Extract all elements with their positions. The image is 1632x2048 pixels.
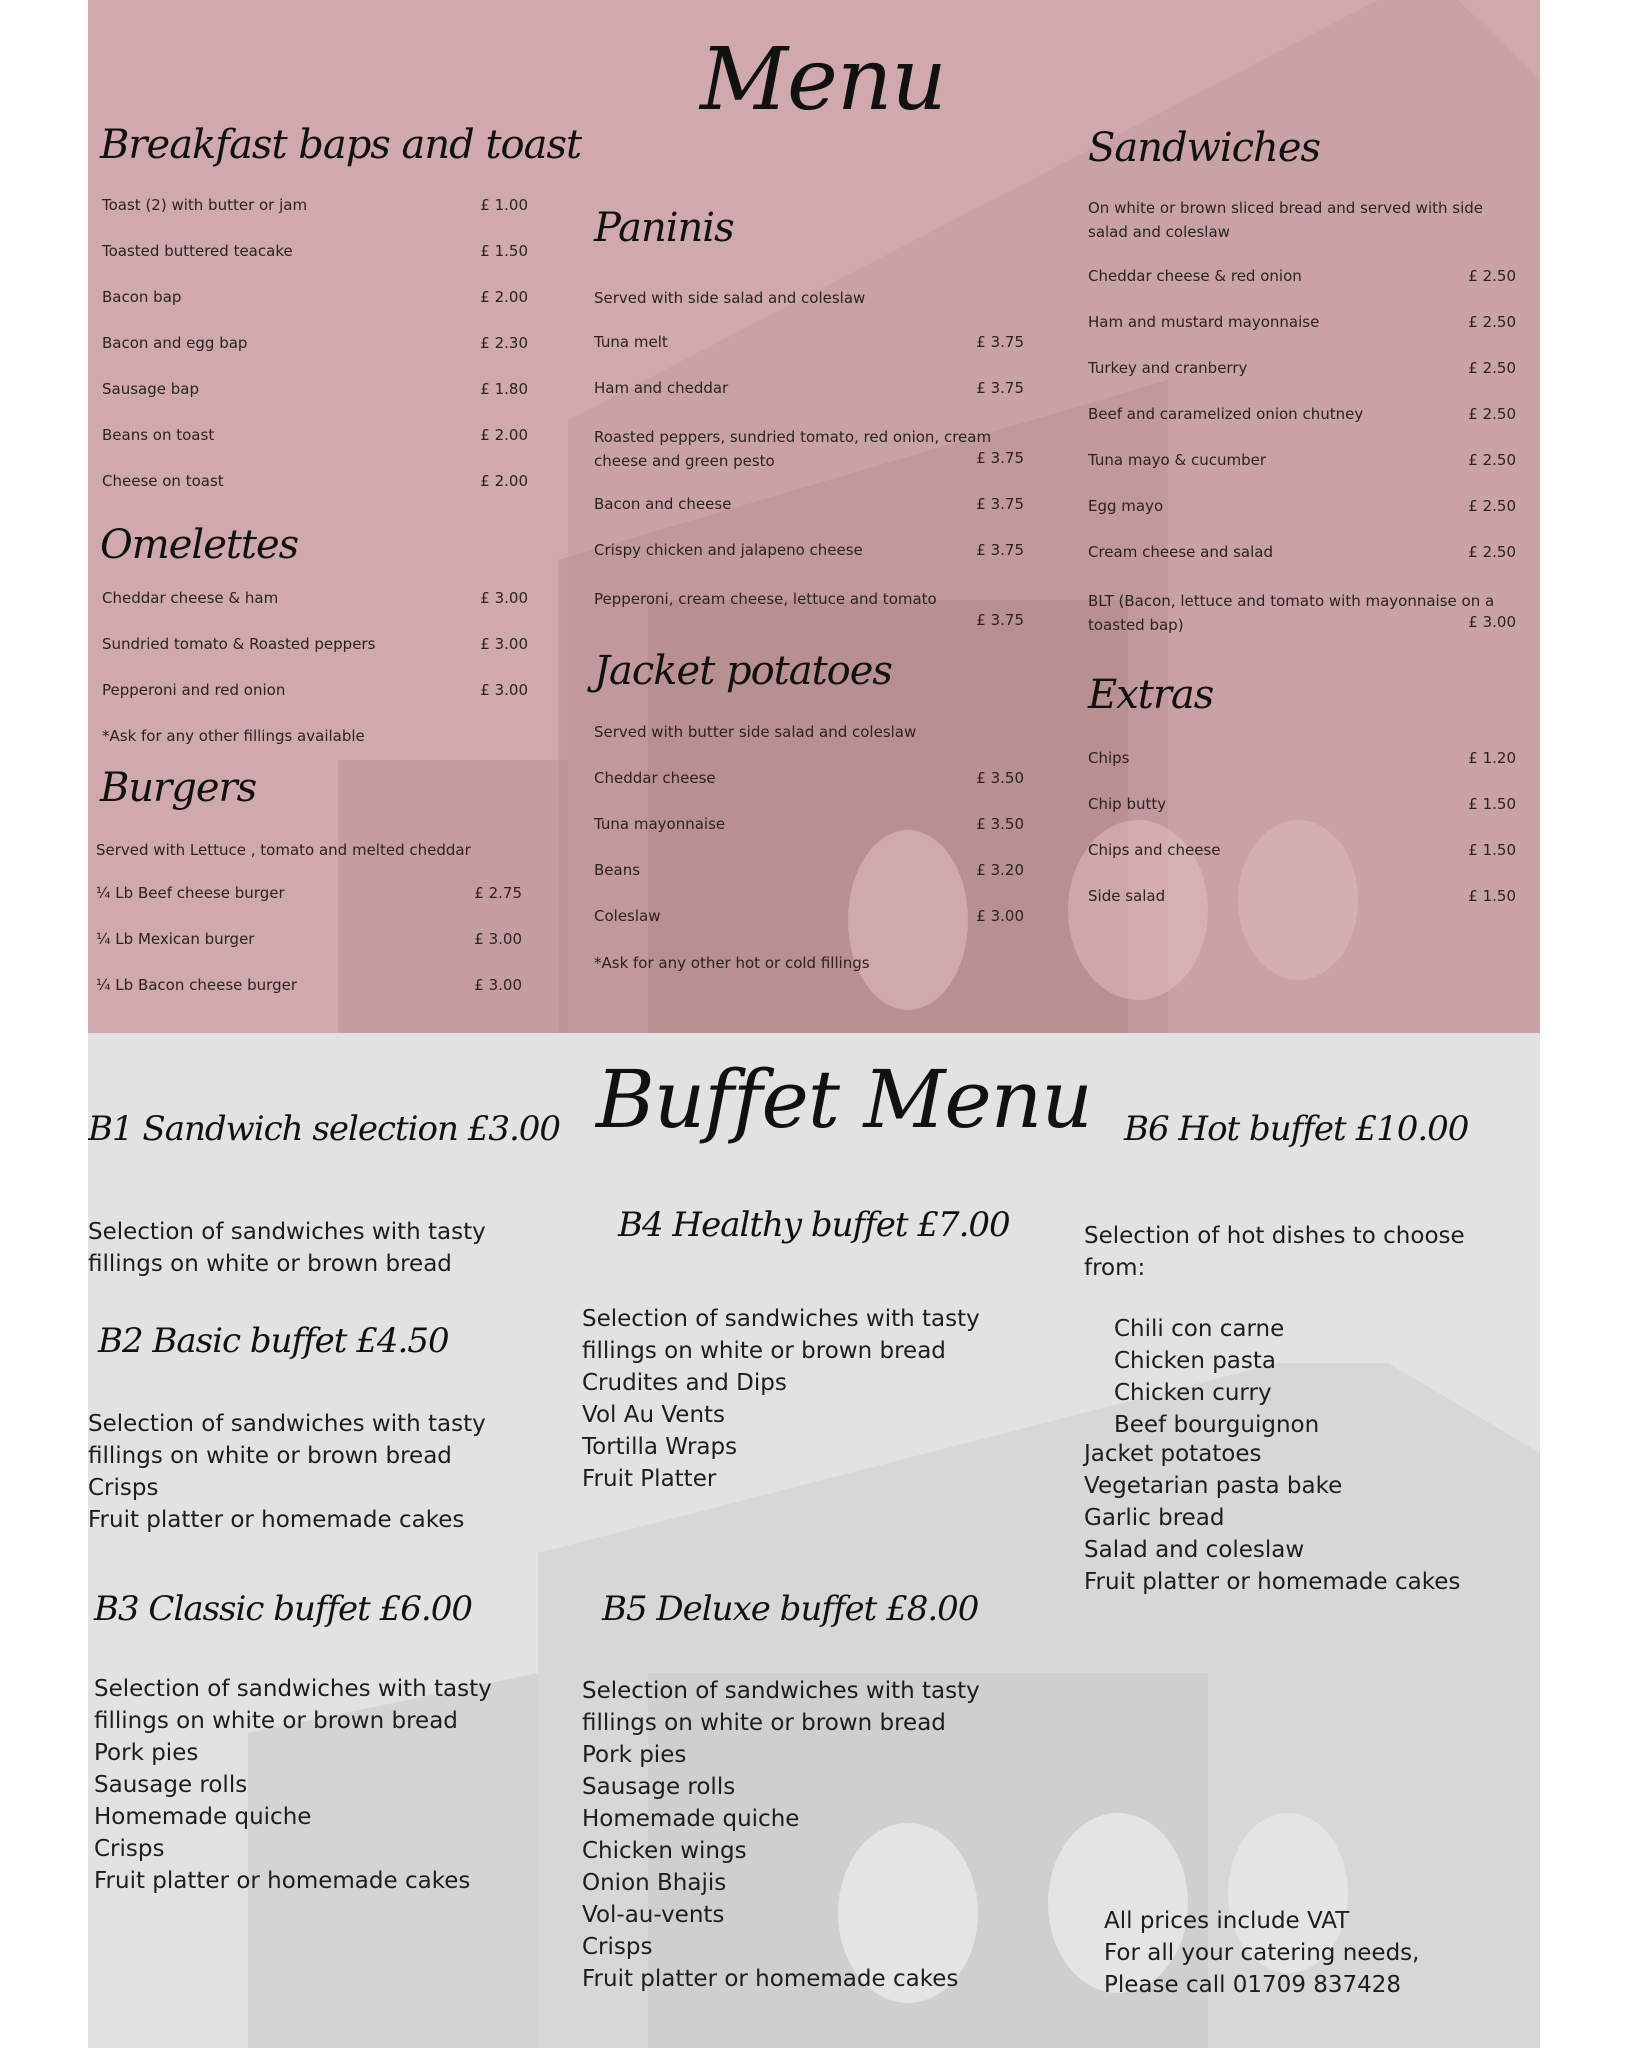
- buffet-line: Vol Au Vents: [582, 1402, 726, 1428]
- menu-item-price: £ 2.00: [480, 472, 528, 490]
- menu-item-name: Bacon bap: [102, 288, 182, 306]
- buffet-line: Chicken wings: [582, 1838, 747, 1864]
- jacket-subtitle: Served with butter side salad and coleslaw: [594, 723, 917, 741]
- menu-item-price: £ 2.50: [1468, 497, 1516, 515]
- buffet-line: Fruit platter or homemade cakes: [1084, 1569, 1461, 1595]
- menu-item-price: £ 1.50: [1468, 887, 1516, 905]
- menu-item-name: ¼ Lb Mexican burger: [96, 930, 255, 948]
- buffet-line: fillings on white or brown bread: [582, 1710, 946, 1736]
- buffet-line: fillings on white or brown bread: [88, 1251, 452, 1277]
- menu-item-price: £ 3.00: [976, 907, 1024, 925]
- menu-item-price: £ 3.75: [976, 611, 1024, 629]
- menu-item-price: £ 1.50: [480, 242, 528, 260]
- menu-item-name: Cheddar cheese: [594, 769, 716, 787]
- menu-section: [88, 0, 1540, 1033]
- menu-item-price: £ 1.50: [1468, 841, 1516, 859]
- buffet-line: Selection of sandwiches with tasty: [88, 1411, 486, 1437]
- buffet-line: Crisps: [94, 1836, 165, 1862]
- menu-item-price: £ 3.00: [474, 976, 522, 994]
- buffet-line: Sausage rolls: [582, 1774, 736, 1800]
- menu-item-price: £ 3.50: [976, 815, 1024, 833]
- menu-item-price: £ 2.00: [480, 288, 528, 306]
- menu-item-name: Crispy chicken and jalapeno cheese: [594, 541, 863, 559]
- menu-item-price: £ 3.00: [480, 589, 528, 607]
- contact-footer: [1104, 1905, 1419, 2001]
- menu-sheet: [88, 0, 1540, 2048]
- menu-item-price: £ 3.00: [480, 681, 528, 699]
- buffet-line: fillings on white or brown bread: [582, 1338, 946, 1364]
- buffet-line: Homemade quiche: [94, 1804, 312, 1830]
- menu-item-name: Ham and mustard mayonnaise: [1088, 313, 1320, 331]
- buffet-line: Fruit platter or homemade cakes: [582, 1966, 959, 1992]
- menu-item-name: Roasted peppers, sundried tomato, red onion, cream cheese and green pesto: [594, 428, 992, 470]
- menu-item-name: Ham and cheddar: [594, 379, 729, 397]
- breakfast-title: Breakfast baps and toast: [100, 122, 582, 168]
- jacket-title: Jacket potatoes: [594, 648, 892, 694]
- buffet-line: Chicken curry: [1114, 1380, 1272, 1406]
- b6-title: B6 Hot buffet £10.00: [1124, 1109, 1469, 1149]
- burgers-title: Burgers: [100, 765, 257, 811]
- menu-item-price: £ 2.50: [1468, 359, 1516, 377]
- b5-description: [582, 1675, 980, 1995]
- menu-item-price: £ 3.75: [976, 449, 1024, 467]
- menu-item-name: Cream cheese and salad: [1088, 543, 1274, 561]
- b6-intro: [1084, 1220, 1465, 1284]
- menu-item-price: £ 2.50: [1468, 267, 1516, 285]
- menu-item-price: £ 3.20: [976, 861, 1024, 879]
- b4-description: [582, 1303, 980, 1495]
- menu-item-name: Chips: [1088, 749, 1130, 767]
- menu-item-price: £ 2.50: [1468, 451, 1516, 469]
- menu-item-name: Beans: [594, 861, 641, 879]
- menu-item-name: Toasted buttered teacake: [102, 242, 293, 260]
- b3-description: [94, 1673, 492, 1897]
- b5-title: B5 Deluxe buffet £8.00: [602, 1589, 979, 1629]
- menu-item-name: ¼ Lb Beef cheese burger: [96, 884, 285, 902]
- menu-item-name: Beans on toast: [102, 426, 215, 444]
- menu-item-name: Chips and cheese: [1088, 841, 1221, 859]
- b1-title: B1 Sandwich selection £3.00: [88, 1109, 561, 1149]
- menu-item-name: Cheddar cheese & ham: [102, 589, 279, 607]
- menu-item-price: £ 3.75: [976, 333, 1024, 351]
- menu-item-name: Tuna melt: [594, 333, 668, 351]
- buffet-line: Selection of hot dishes to choose: [1084, 1223, 1465, 1249]
- menu-item-price: £ 3.00: [480, 635, 528, 653]
- paninis-subtitle: Served with side salad and coleslaw: [594, 289, 866, 307]
- menu-item-name: Tuna mayonnaise: [594, 815, 726, 833]
- menu-item-name: Bacon and egg bap: [102, 334, 248, 352]
- menu-item-price: £ 3.50: [976, 769, 1024, 787]
- b6-sides: [1084, 1438, 1460, 1598]
- menu-item-name: Chip butty: [1088, 795, 1167, 813]
- menu-item-price: £ 2.50: [1468, 405, 1516, 423]
- menu-item-name: Bacon and cheese: [594, 495, 732, 513]
- buffet-line: fillings on white or brown bread: [94, 1708, 458, 1734]
- menu-item-price: £ 1.20: [1468, 749, 1516, 767]
- buffet-line: Chicken pasta: [1114, 1348, 1276, 1374]
- menu-item-price: £ 2.75: [474, 884, 522, 902]
- menu-item-price: £ 3.75: [976, 379, 1024, 397]
- buffet-line: Salad and coleslaw: [1084, 1537, 1305, 1563]
- menu-item-price: £ 1.00: [480, 196, 528, 214]
- buffet-line: Chili con carne: [1114, 1316, 1285, 1342]
- buffet-line: Tortilla Wraps: [582, 1434, 738, 1460]
- buffet-line: For all your catering needs,: [1104, 1940, 1420, 1966]
- b2-title: B2 Basic buffet £4.50: [98, 1321, 449, 1361]
- b2-description: [88, 1408, 486, 1536]
- buffet-line: Sausage rolls: [94, 1772, 248, 1798]
- menu-item-price: £ 2.50: [1468, 313, 1516, 331]
- buffet-section: [88, 1033, 1540, 2048]
- buffet-title: Buffet Menu: [596, 1053, 1092, 1146]
- menu-item-name: Cheese on toast: [102, 472, 224, 490]
- buffet-line: Crudites and Dips: [582, 1370, 787, 1396]
- burgers-subtitle: Served with Lettuce , tomato and melted cheddar: [96, 841, 471, 859]
- b3-title: B3 Classic buffet £6.00: [94, 1589, 472, 1629]
- menu-item-name: Turkey and cranberry: [1088, 359, 1248, 377]
- menu-item-price: £ 2.30: [480, 334, 528, 352]
- menu-item-name: Pepperoni, cream cheese, lettuce and tomato: [594, 590, 937, 608]
- buffet-line: Homemade quiche: [582, 1806, 800, 1832]
- menu-item-name: Pepperoni and red onion: [102, 681, 286, 699]
- paninis-title: Paninis: [594, 205, 734, 251]
- buffet-line: Crisps: [88, 1475, 159, 1501]
- b1-description: [88, 1216, 486, 1280]
- buffet-line: Selection of sandwiches with tasty: [582, 1678, 980, 1704]
- buffet-line: Beef bourguignon: [1114, 1412, 1320, 1438]
- buffet-line: Vegetarian pasta bake: [1084, 1473, 1343, 1499]
- menu-item-price: £ 3.75: [976, 495, 1024, 513]
- buffet-line: from:: [1084, 1255, 1146, 1281]
- buffet-line: Selection of sandwiches with tasty: [94, 1676, 492, 1702]
- menu-item-name: ¼ Lb Bacon cheese burger: [96, 976, 298, 994]
- menu-item-price: £ 3.00: [474, 930, 522, 948]
- buffet-line: Fruit platter or homemade cakes: [94, 1868, 471, 1894]
- menu-item-name: Coleslaw: [594, 907, 661, 925]
- menu-item-name: Toast (2) with butter or jam: [102, 196, 308, 214]
- menu-item-price: £ 2.50: [1468, 543, 1516, 561]
- menu-item-name: Cheddar cheese & red onion: [1088, 267, 1302, 285]
- buffet-line: fillings on white or brown bread: [88, 1443, 452, 1469]
- menu-item-name: Beef and caramelized onion chutney: [1088, 405, 1364, 423]
- menu-item-price: £ 3.75: [976, 541, 1024, 559]
- buffet-line: Fruit platter or homemade cakes: [88, 1507, 465, 1533]
- sandwiches-title: Sandwiches: [1088, 125, 1321, 171]
- buffet-line: Pork pies: [582, 1742, 687, 1768]
- menu-item-name: Egg mayo: [1088, 497, 1164, 515]
- buffet-line: Jacket potatoes: [1084, 1441, 1262, 1467]
- menu-item-name: Sausage bap: [102, 380, 199, 398]
- menu-item-price: £ 2.00: [480, 426, 528, 444]
- buffet-line: Vol-au-vents: [582, 1902, 725, 1928]
- menu-item-price: £ 1.50: [1468, 795, 1516, 813]
- sandwiches-subtitle: On white or brown sliced bread and served with side salad and coleslaw: [1088, 199, 1483, 241]
- menu-item-name: Tuna mayo & cucumber: [1088, 451, 1266, 469]
- buffet-line: Selection of sandwiches with tasty: [88, 1219, 486, 1245]
- omelettes-note: *Ask for any other fillings available: [102, 727, 365, 745]
- menu-title: Menu: [700, 30, 946, 130]
- jacket-note: *Ask for any other hot or cold fillings: [594, 954, 870, 972]
- menu-item-name: BLT (Bacon, lettuce and tomato with mayonnaise on a toasted bap): [1088, 592, 1495, 634]
- buffet-line: Selection of sandwiches with tasty: [582, 1306, 980, 1332]
- buffet-line: Please call 01709 837428: [1104, 1972, 1402, 1998]
- extras-title: Extras: [1088, 672, 1214, 718]
- buffet-line: All prices include VAT: [1104, 1908, 1350, 1934]
- buffet-line: Onion Bhajis: [582, 1870, 727, 1896]
- menu-item-name: Sundried tomato & Roasted peppers: [102, 635, 376, 653]
- omelettes-title: Omelettes: [100, 522, 299, 568]
- menu-item-price: £ 1.80: [480, 380, 528, 398]
- menu-item-price: £ 3.00: [1468, 613, 1516, 631]
- b6-dishes: [1114, 1313, 1319, 1441]
- buffet-line: Pork pies: [94, 1740, 199, 1766]
- buffet-line: Garlic bread: [1084, 1505, 1225, 1531]
- buffet-line: Crisps: [582, 1934, 653, 1960]
- b4-title: B4 Healthy buffet £7.00: [618, 1205, 1010, 1245]
- menu-item-name: Side salad: [1088, 887, 1166, 905]
- buffet-line: Fruit Platter: [582, 1466, 717, 1492]
